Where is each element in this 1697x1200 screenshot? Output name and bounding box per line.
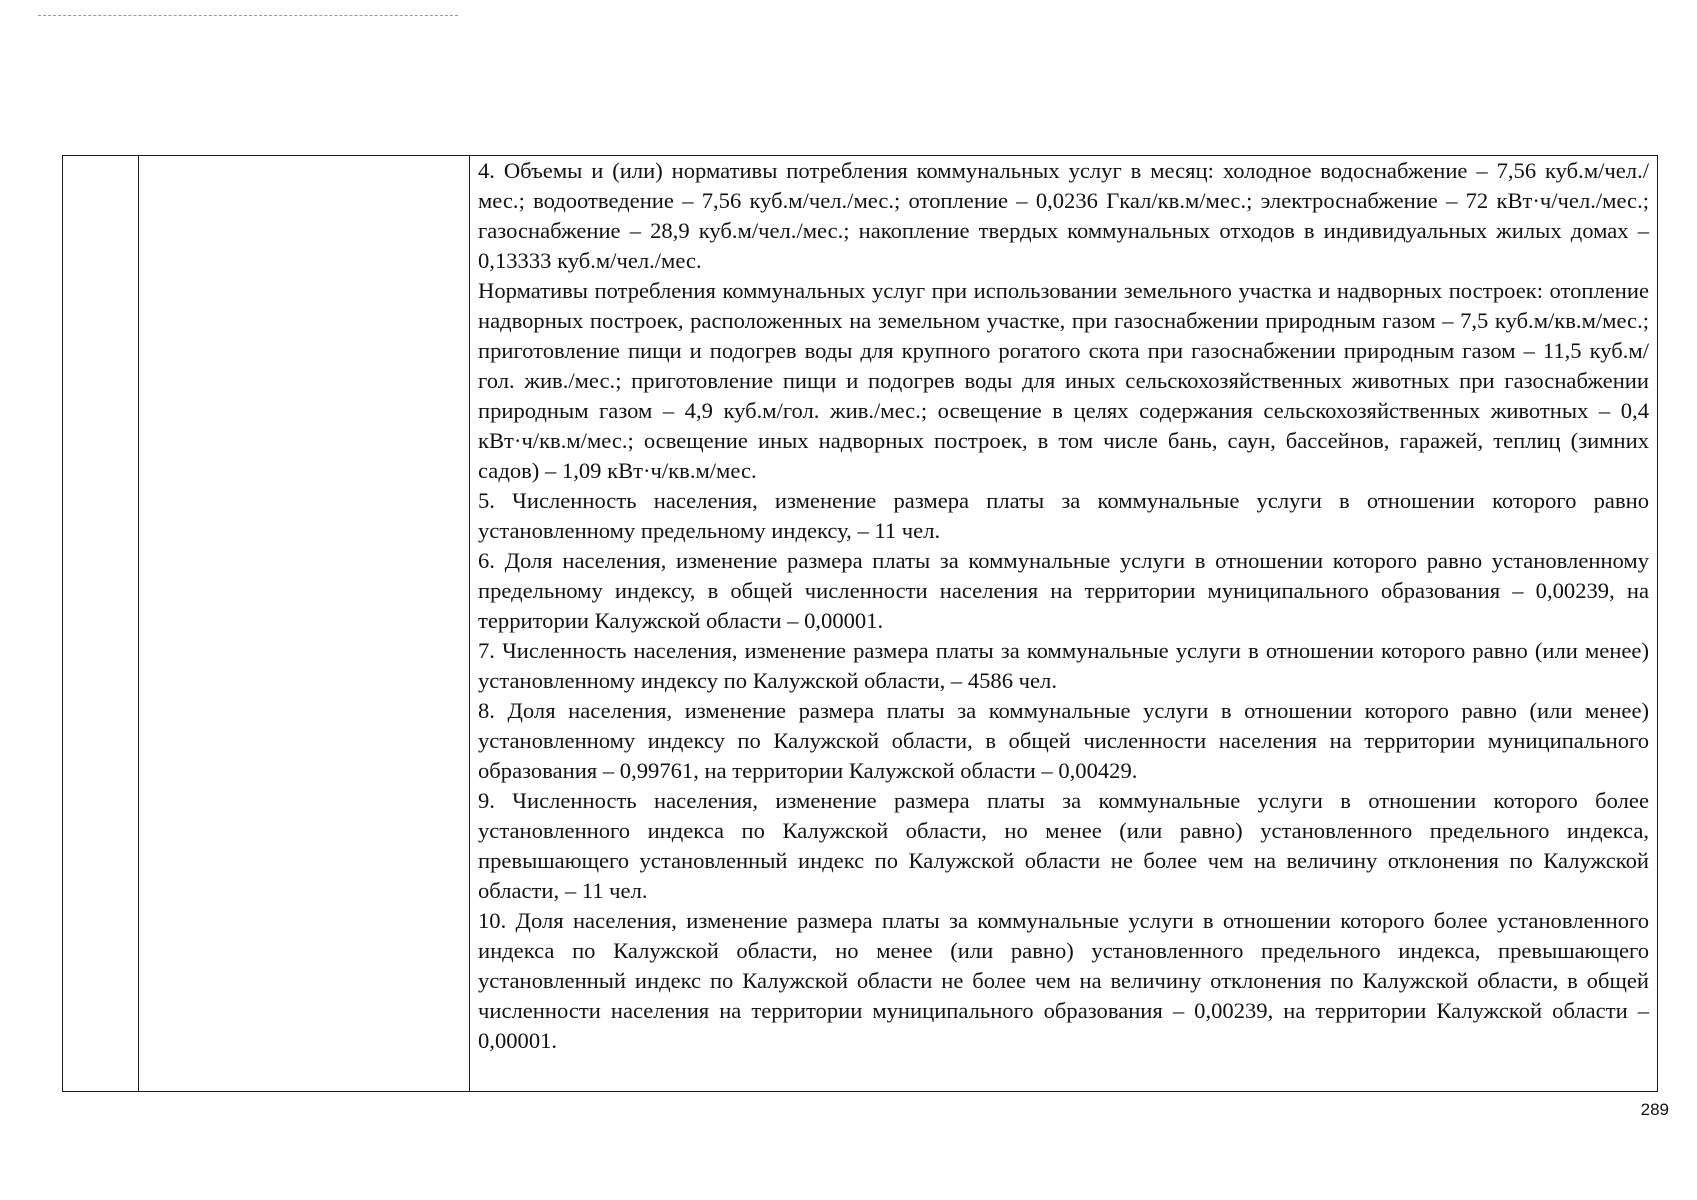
paragraph-6: 6. Доля населения, изменение размера платы за коммунальные услуги в отношении которого равно установленному предельному индексу, в общей численности населения на территории муниципального образования – 0,00239, на территории Калужской области – 0,00001.: [478, 548, 1649, 633]
table-cell-text: [470, 156, 1658, 1092]
paragraph-10: 10. Доля населения, изменение размера платы за коммунальные услуги в отношении которого более установленного индекса по Калужской области, но менее (или равно) установленного предельного индекса, превышающего установленный индекс по Калужской области не более чем на величину отклонения по Калужской области, в общей численности населения на территории муниципального образования – 0,00239, на территории Калужской области – 0,00001.: [478, 908, 1649, 1053]
page-number: 289: [1640, 1100, 1669, 1119]
paragraph-5: 5. Численность населения, изменение размера платы за коммунальные услуги в отношении которого равно установленному предельному индексу, – 11 чел.: [478, 488, 1649, 543]
paragraph-8: 8. Доля населения, изменение размера платы за коммунальные услуги в отношении которого равно (или менее) установленному индексу по Калужской области, в общей численности населения на территории муниципального образования – 0,99761, на территории Калужской области – 0,00429.: [478, 698, 1649, 783]
table-row: [63, 156, 1658, 1092]
paragraph-land-norms: Нормативы потребления коммунальных услуг при использовании земельного участка и надворных построек: отопление надворных построек, расположенных на земельном участке, при газоснабжении природным газом – 7,5 куб.м/кв.м/мес.; приготовление пищи и подогрев воды для крупного рогатого скота при газоснабжении природным газом – 11,5 куб.м/гол. жив./мес.; приготовление пищи и подогрев воды для иных сельскохозяйственных животных при газоснабжении природным газом – 4,9 куб.м/гол. жив./мес.; освещение в целях содержания сельскохозяйственных животных – 0,4 кВт·ч/кв.м/мес.; освещение иных надворных построек, в том числе бань, саун, бассейнов, гаражей, теплиц (зимних садов) – 1,09 кВт·ч/кв.м/мес.: [478, 278, 1649, 483]
top-dashed-rule: [38, 15, 458, 16]
paragraph-4-volumes: 4. Объемы и (или) нормативы потребления коммунальных услуг в месяц: холодное водоснабжение – 7,56 куб.м/чел./мес.; водоотведение – 7,56 куб.м/чел./мес.; отопление – 0,0236 Гкал/кв.м/мес.; электроснабжение – 72 кВт·ч/чел./мес.; газоснабжение – 28,9 куб.м/чел./мес.; накопление твердых коммунальных отходов в индивидуальных жилых домах – 0,13333 куб.м/чел./мес.: [478, 158, 1649, 273]
paragraph-9: 9. Численность населения, изменение размера платы за коммунальные услуги в отношении которого более установленного индекса по Калужской области, но менее (или равно) установленного предельного индекса, превышающего установленный индекс по Калужской области не более чем на величину отклонения по Калужской области, – 11 чел.: [478, 788, 1649, 903]
content-table: [62, 155, 1658, 1092]
table-cell-empty-2: [139, 156, 470, 1092]
cell-content: [470, 156, 1657, 1056]
table-cell-empty-1: [63, 156, 139, 1092]
paragraph-7: 7. Численность населения, изменение размера платы за коммунальные услуги в отношении которого равно (или менее) установленному индексу по Калужской области, – 4586 чел.: [478, 638, 1649, 693]
